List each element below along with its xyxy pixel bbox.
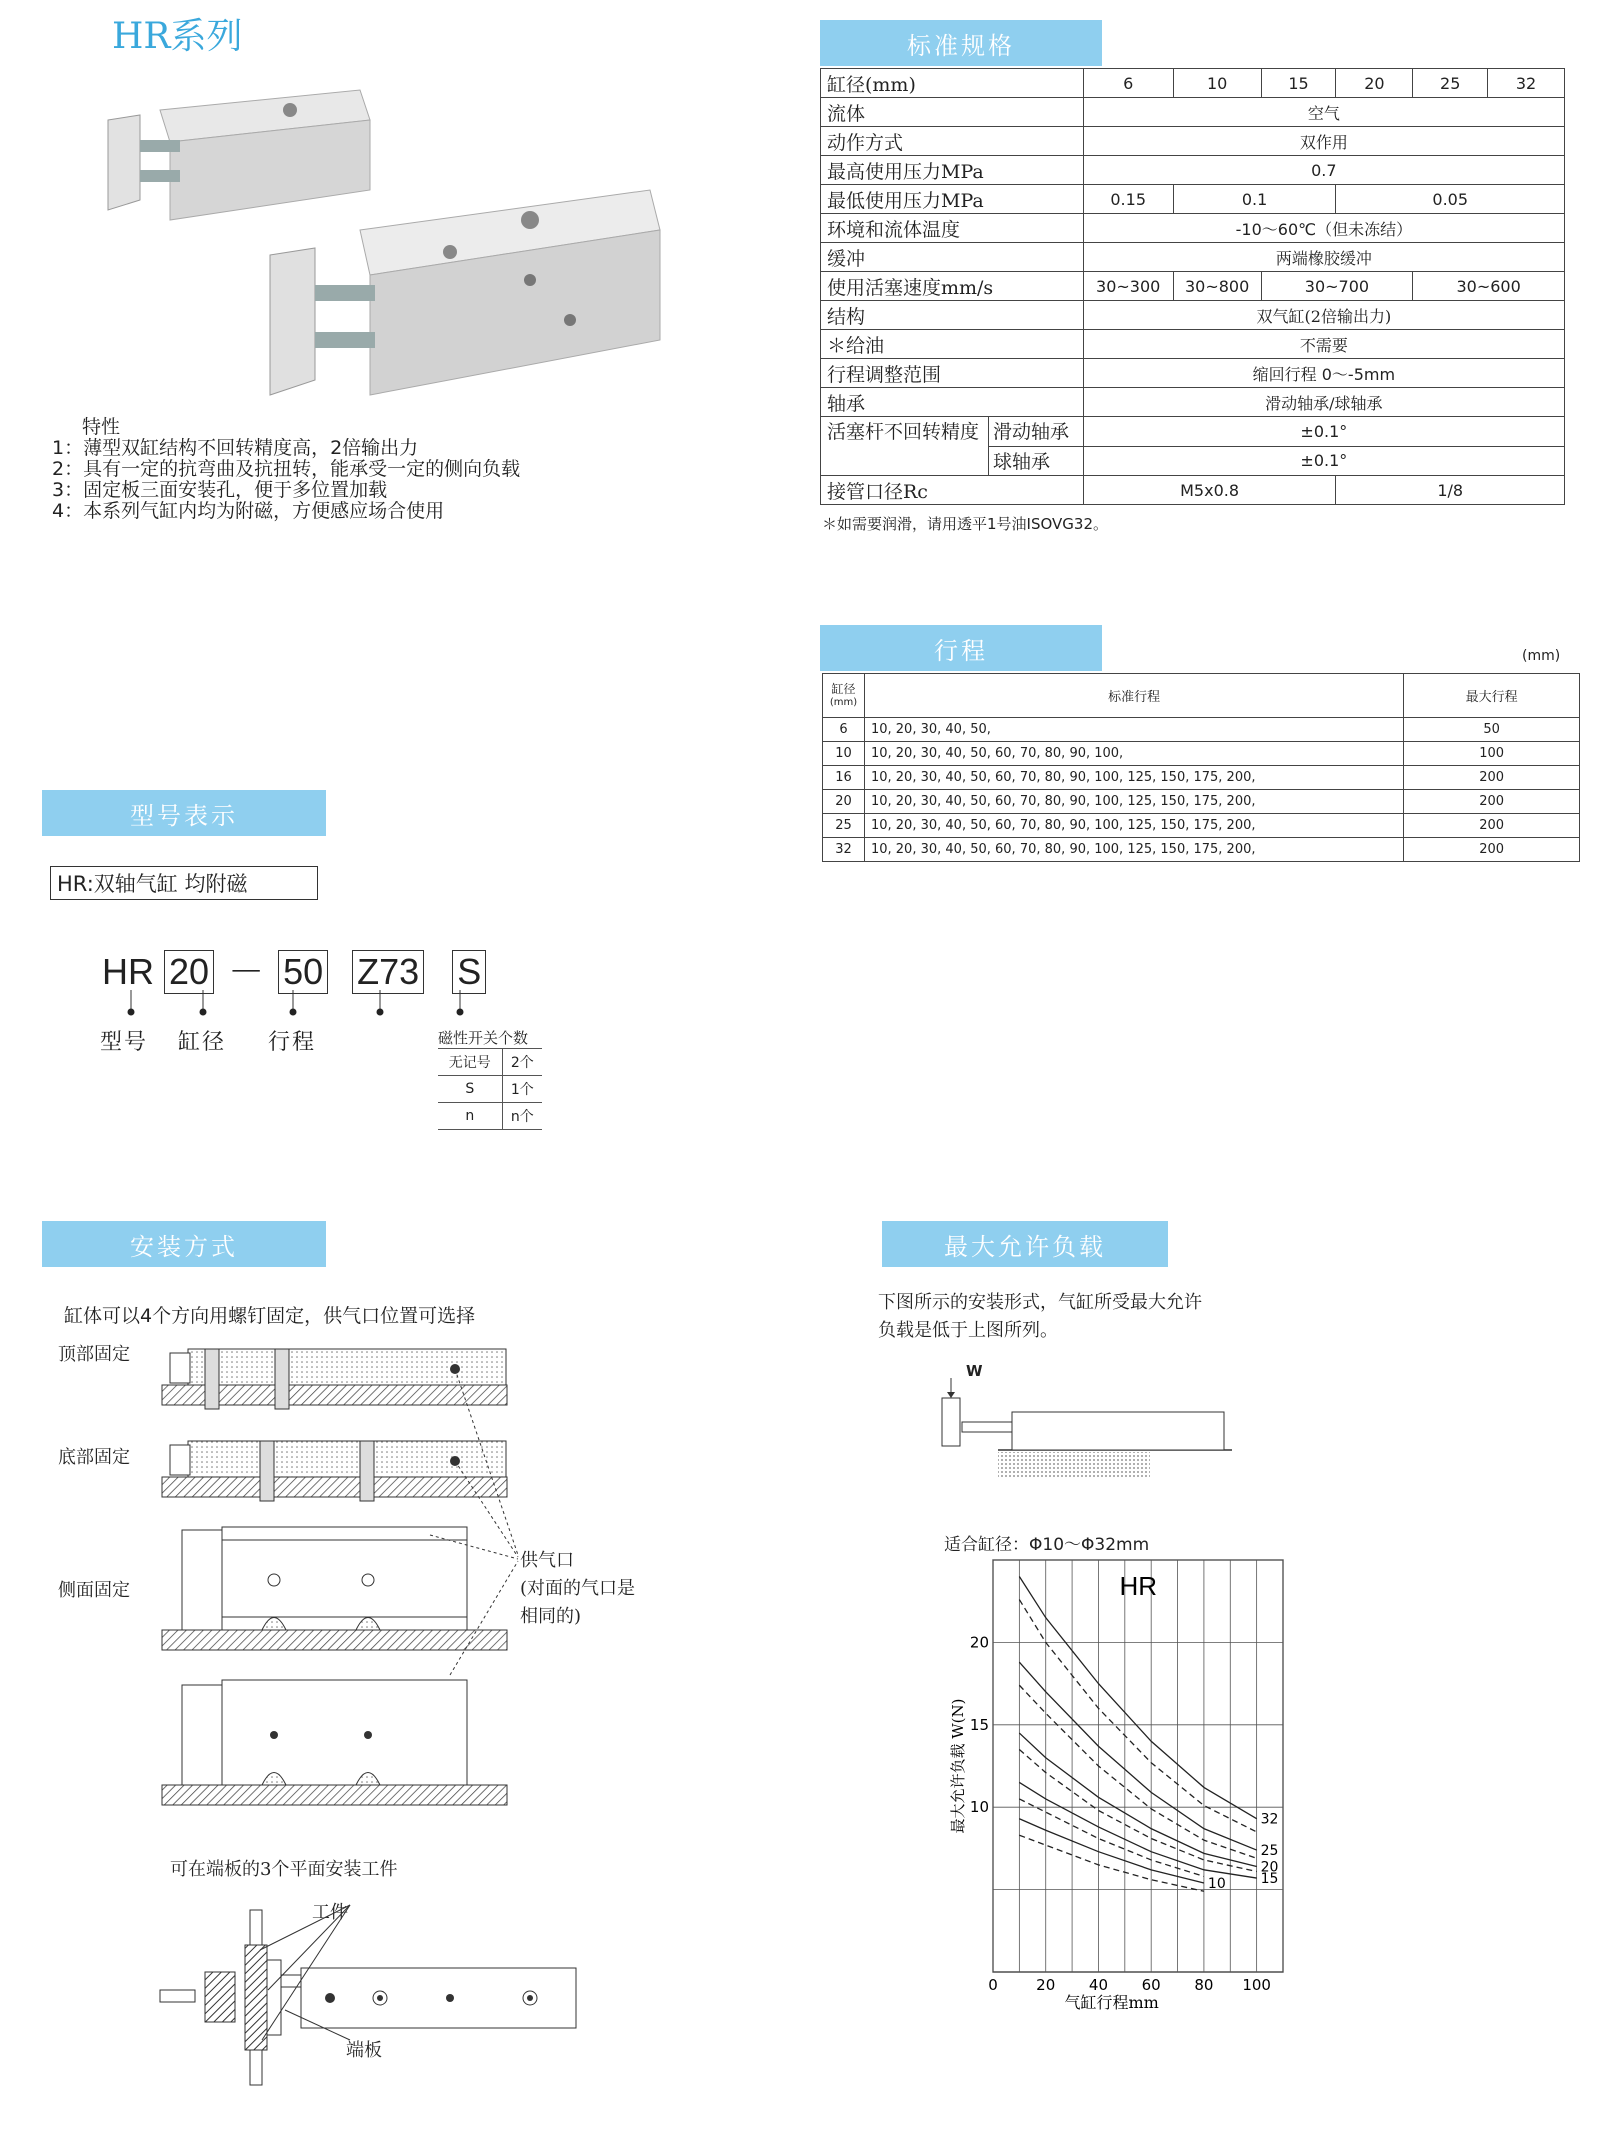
table-row: 6 10, 20, 30, 40, 50, 50 [823, 718, 1580, 742]
series-end-label: 32 [1260, 1811, 1279, 1828]
spec-label: 缸径(mm) [821, 69, 1084, 98]
spec-label: 轴承 [821, 388, 1084, 417]
spec-label: 最低使用压力MPa [821, 185, 1084, 214]
spec-label: 环境和流体温度 [821, 214, 1084, 243]
spec-label: 最高使用压力MPa [821, 156, 1084, 185]
spec-value: 30~800 [1173, 272, 1261, 301]
feature-item: 3：固定板三面安装孔，便于多位置加载 [52, 479, 388, 501]
stroke-header: 缸径 [831, 681, 856, 696]
chart-xlabel: 气缸行程mm [1064, 1993, 1159, 2012]
spec-table [820, 68, 1565, 505]
spec-label: 行程调整范围 [821, 359, 1084, 388]
model-leaders [100, 990, 500, 1030]
features [52, 417, 520, 522]
bore-cell: 6 [1083, 69, 1173, 98]
x-tick-label: 0 [988, 1976, 998, 1994]
spec-value: 双作用 [1083, 127, 1564, 156]
spec-value: 两端橡胶缓冲 [1083, 243, 1564, 272]
mount-side-label: 侧面固定 [58, 1580, 130, 1601]
x-tick-label: 20 [1036, 1976, 1056, 1994]
spec-label: 缓冲 [821, 243, 1084, 272]
model-count-box: S [452, 950, 486, 994]
model-stroke-box: 50 [278, 950, 328, 994]
mounting-diagram [150, 1335, 520, 1835]
spec-value: 0.1 [1173, 185, 1336, 214]
bore-cell: 25 [1413, 69, 1488, 98]
x-tick-label: 60 [1141, 1976, 1161, 1994]
table-row: n n个 [438, 1103, 542, 1130]
model-switch-box: Z73 [352, 950, 424, 994]
series-title: HR系列 [112, 16, 243, 57]
table-row: S 1个 [438, 1076, 542, 1103]
bore-cell: 15 [1261, 69, 1336, 98]
model-dash: － [228, 951, 265, 992]
stroke-header: 最大行程 [1404, 674, 1580, 718]
stroke-table [822, 673, 1580, 862]
model-title: 型号表示 [42, 790, 326, 836]
model-label-stroke: 行程 [268, 1030, 317, 1055]
model-code [102, 944, 486, 995]
workpiece-label: 工件 [312, 1902, 348, 1923]
spec-value: 1/8 [1336, 476, 1565, 505]
mount-bottom-label: 底部固定 [58, 1447, 130, 1468]
port-note: (对面的气口是 [520, 1578, 636, 1599]
spec-value: ±0.1° [1083, 446, 1564, 476]
stroke-unit: (mm) [1522, 648, 1561, 664]
stroke-header: 标准行程 [864, 674, 1403, 718]
load-diagram [920, 1370, 1240, 1480]
series-end-label: 15 [1260, 1871, 1279, 1888]
spec-value: M5x0.8 [1083, 476, 1336, 505]
plot-frame [993, 1560, 1283, 1972]
x-tick-label: 80 [1194, 1976, 1214, 1994]
model-bore-box: 20 [164, 950, 214, 994]
mounting-intro: 缸体可以4个方向用螺钉固定，供气口位置可选择 [64, 1305, 476, 1327]
y-tick-label: 20 [969, 1633, 989, 1652]
series-line-10 [1019, 1819, 1204, 1883]
model-label-bore: 缸径 [178, 1030, 227, 1055]
feature-item: 4：本系列气缸内均为附磁，方便感应场合使用 [52, 500, 445, 522]
bore-cell: 32 [1488, 69, 1565, 98]
load-title: 最大允许负载 [882, 1221, 1168, 1267]
spec-value: 30~300 [1083, 272, 1173, 301]
spec-value: 30~700 [1261, 272, 1413, 301]
table-row: 20 10, 20, 30, 40, 50, 60, 70, 80, 90, 100, 125, 150, 175, 200, 200 [823, 790, 1580, 814]
series-line-25 [1019, 1685, 1256, 1858]
spec-value: 缩回行程 0～-5mm [1083, 359, 1564, 388]
series-line-25 [1019, 1662, 1256, 1850]
port-note: 相同的) [520, 1606, 582, 1627]
switch-table-title: 磁性开关个数 [438, 1029, 529, 1047]
series-end-label: 20 [1260, 1859, 1279, 1876]
series-line-15 [1019, 1799, 1204, 1876]
spec-value: 30~600 [1413, 272, 1565, 301]
endplate-label: 端板 [346, 2040, 382, 2061]
table-row: 32 10, 20, 30, 40, 50, 60, 70, 80, 90, 100, 125, 150, 175, 200, 200 [823, 838, 1580, 862]
model-prefix: HR [102, 951, 154, 992]
x-tick-label: 40 [1088, 1976, 1109, 1994]
load-desc: 负载是低于上图所列。 [878, 1320, 1058, 1341]
feature-item: 2：具有一定的抗弯曲及抗扭转，能承受一定的侧向负载 [52, 458, 521, 480]
spec-sublabel: 滑动轴承 [989, 417, 1083, 447]
load-desc: 下图所示的安装形式，气缸所受最大允许 [878, 1292, 1202, 1313]
load-chart [935, 1550, 1295, 2012]
spec-value: 空气 [1083, 98, 1564, 127]
table-row: 25 10, 20, 30, 40, 50, 60, 70, 80, 90, 100, 125, 150, 175, 200, 200 [823, 814, 1580, 838]
feature-item: 1：薄型双缸结构不回转精度高，2倍输出力 [52, 437, 419, 459]
x-tick-label: 100 [1242, 1976, 1271, 1994]
spec-value: 双气缸(2倍输出力) [1083, 301, 1564, 330]
spec-label: 动作方式 [821, 127, 1084, 156]
bore-range: 适合缸径：Φ10～Φ32mm [944, 1535, 1150, 1555]
y-tick-label: 10 [969, 1798, 989, 1817]
table-row: 10 10, 20, 30, 40, 50, 60, 70, 80, 90, 100, 100 [823, 742, 1580, 766]
y-tick-label: 15 [969, 1715, 989, 1734]
model-desc: HR:双轴气缸 均附磁 [50, 866, 318, 900]
mounting-title: 安装方式 [42, 1221, 326, 1267]
series-line-20 [1019, 1750, 1256, 1872]
spec-sublabel: 球轴承 [993, 450, 1051, 473]
features-heading: 特性 [82, 416, 121, 438]
product-photo [100, 70, 620, 410]
stroke-title: 行程 [820, 625, 1102, 671]
bore-cell: 20 [1336, 69, 1413, 98]
spec-label: 结构 [821, 301, 1084, 330]
spec-note: ＊如需要润滑，请用透平1号油ISOVG32。 [822, 515, 1109, 533]
spec-title: 标准规格 [820, 20, 1102, 66]
series-end-label: 10 [1207, 1876, 1226, 1893]
series-end-label: 25 [1260, 1843, 1279, 1860]
chart-title: HR [1119, 1571, 1158, 1601]
w-label: W [966, 1362, 983, 1380]
model-label-type: 型号 [100, 1030, 149, 1055]
spec-label: 流体 [821, 98, 1084, 127]
switch-table [438, 1048, 542, 1130]
spec-value: 0.15 [1083, 185, 1173, 214]
spec-label: 活塞杆不回转精度 [821, 417, 989, 475]
spec-label: 使用活塞速度mm/s [821, 272, 1084, 301]
bore-cell: 10 [1173, 69, 1261, 98]
port-label: 供气口 [520, 1550, 574, 1571]
table-row: 无记号 2个 [438, 1049, 542, 1076]
spec-value: 0.05 [1336, 185, 1565, 214]
endplate-note: 可在端板的3个平面安装工件 [170, 1859, 398, 1880]
spec-value: 不需要 [1083, 330, 1564, 359]
mount-top-label: 顶部固定 [58, 1344, 130, 1365]
spec-label: ＊给油 [821, 330, 1084, 359]
chart-ylabel: 最大允许负载 W(N) [949, 1698, 967, 1834]
spec-value: -10～60℃（但未冻结） [1083, 214, 1564, 243]
spec-label: 接管口径Rc [821, 476, 1084, 505]
stroke-header-unit: (mm) [829, 696, 858, 708]
endplate-diagram [150, 1890, 590, 2100]
spec-value: 滑动轴承/球轴承 [1083, 388, 1564, 417]
spec-value: 0.7 [1083, 156, 1564, 185]
series-line-32 [1019, 1576, 1256, 1818]
table-row: 16 10, 20, 30, 40, 50, 60, 70, 80, 90, 100, 125, 150, 175, 200, 200 [823, 766, 1580, 790]
spec-value: ±0.1° [1083, 417, 1564, 447]
